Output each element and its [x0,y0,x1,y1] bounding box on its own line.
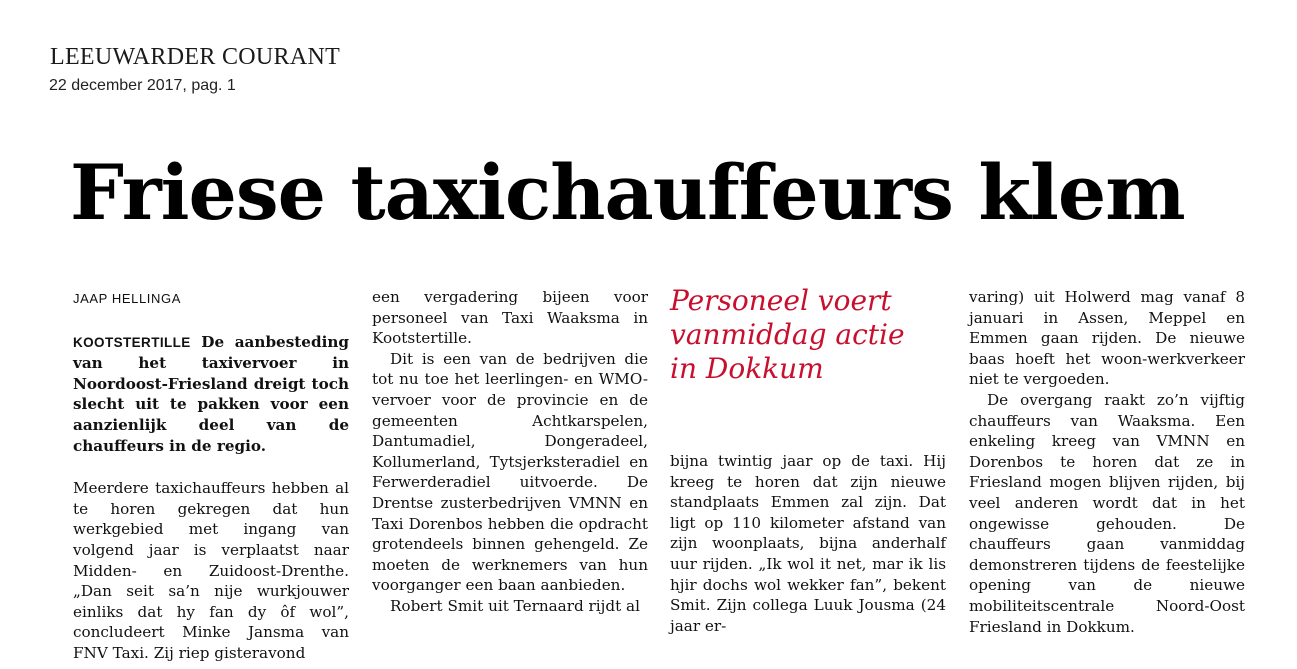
column-2 [372,287,648,617]
lead-text: De aanbesteding van het taxivervoer in Noordoost-Friesland dreigt toch slecht uit te pakken voor een aanzienlijk deel van de chauffeurs in de regio. [73,332,349,455]
pull-quote: Personeel voert vanmiddag actie in Dokkum [670,284,905,385]
body-paragraph: een vergadering bijeen voor personeel van Taxi Waaksma in Kootstertille. [372,288,648,348]
body-paragraph: varing) uit Holwerd mag vanaf 8 januari in Assen, Meppel en Emmen gaan rijden. De nieuwe baas hoeft het woon-werkverkeer niet te vergoeden. [969,288,1245,389]
publication-info: 22 december 2017, pag. 1 [49,77,236,94]
column-3 [670,451,946,636]
masthead: LEEUWARDER COURANT [50,44,341,70]
body-paragraph: bijna twintig jaar op de taxi. Hij kreeg te horen dat zijn nieuwe standplaats Emmen zal zijn. Dat ligt op 110 kilometer afstand van zijn woonplaats, bijna anderhalf uur rijden. „Ik wol it net, mar ik lis hjir dochs wol wekker fan”, bekent Smit. Zijn collega Luuk Jousma (24 jaar er- [670,452,946,635]
column-4 [969,287,1245,637]
lead-paragraph [73,332,349,457]
body-paragraph: Meerdere taxichauffeurs hebben al te horen gekregen dat hun werkgebied met ingang van volgend jaar is verplaatst naar Midden- en Zuidoost-Drenthe. „Dan seit sa’n nije wurkjouwer einliks dat hy fan dy ôf wol”, concludeert Minke Jansma van FNV Taxi. Zij riep gisteravond [73,479,349,662]
byline: JAAP HELLINGA [73,291,181,306]
body-paragraph: De overgang raakt zo’n vijftig chauffeurs van Waaksma. Een enkeling kreeg van VMNN en Dorenbos te horen dat ze in Friesland mogen blijven rijden, bij veel anderen wordt dat in het ongewisse gehouden. De chauffeurs gaan vanmiddag demonstreren tijdens de feestelijke opening van de nieuwe mobiliteitscentrale Noord-Oost Friesland in Dokkum. [969,390,1245,636]
dateline: KOOTSTERTILLE [73,334,191,350]
body-paragraph: Robert Smit uit Ternaard rijdt al [390,596,640,615]
column-1 [73,289,349,664]
body-paragraph: Dit is een van de bedrijven die tot nu toe het leerlingen- en WMO-vervoer voor de provincie en de gemeenten Achtkarspelen, Dantumadiel, Dongeradeel, Kollumerland, Tytsjerksteradiel en Ferwerderadiel uitvoerde. De Drentse zusterbedrijven VMNN en Taxi Dorenbos hebben die opdracht grotendeels binnen gehengeld. Ze moeten de werknemers van hun voorganger een baan aanbieden. [372,349,648,595]
headline: Friese taxichauffeurs klem [70,148,1185,237]
